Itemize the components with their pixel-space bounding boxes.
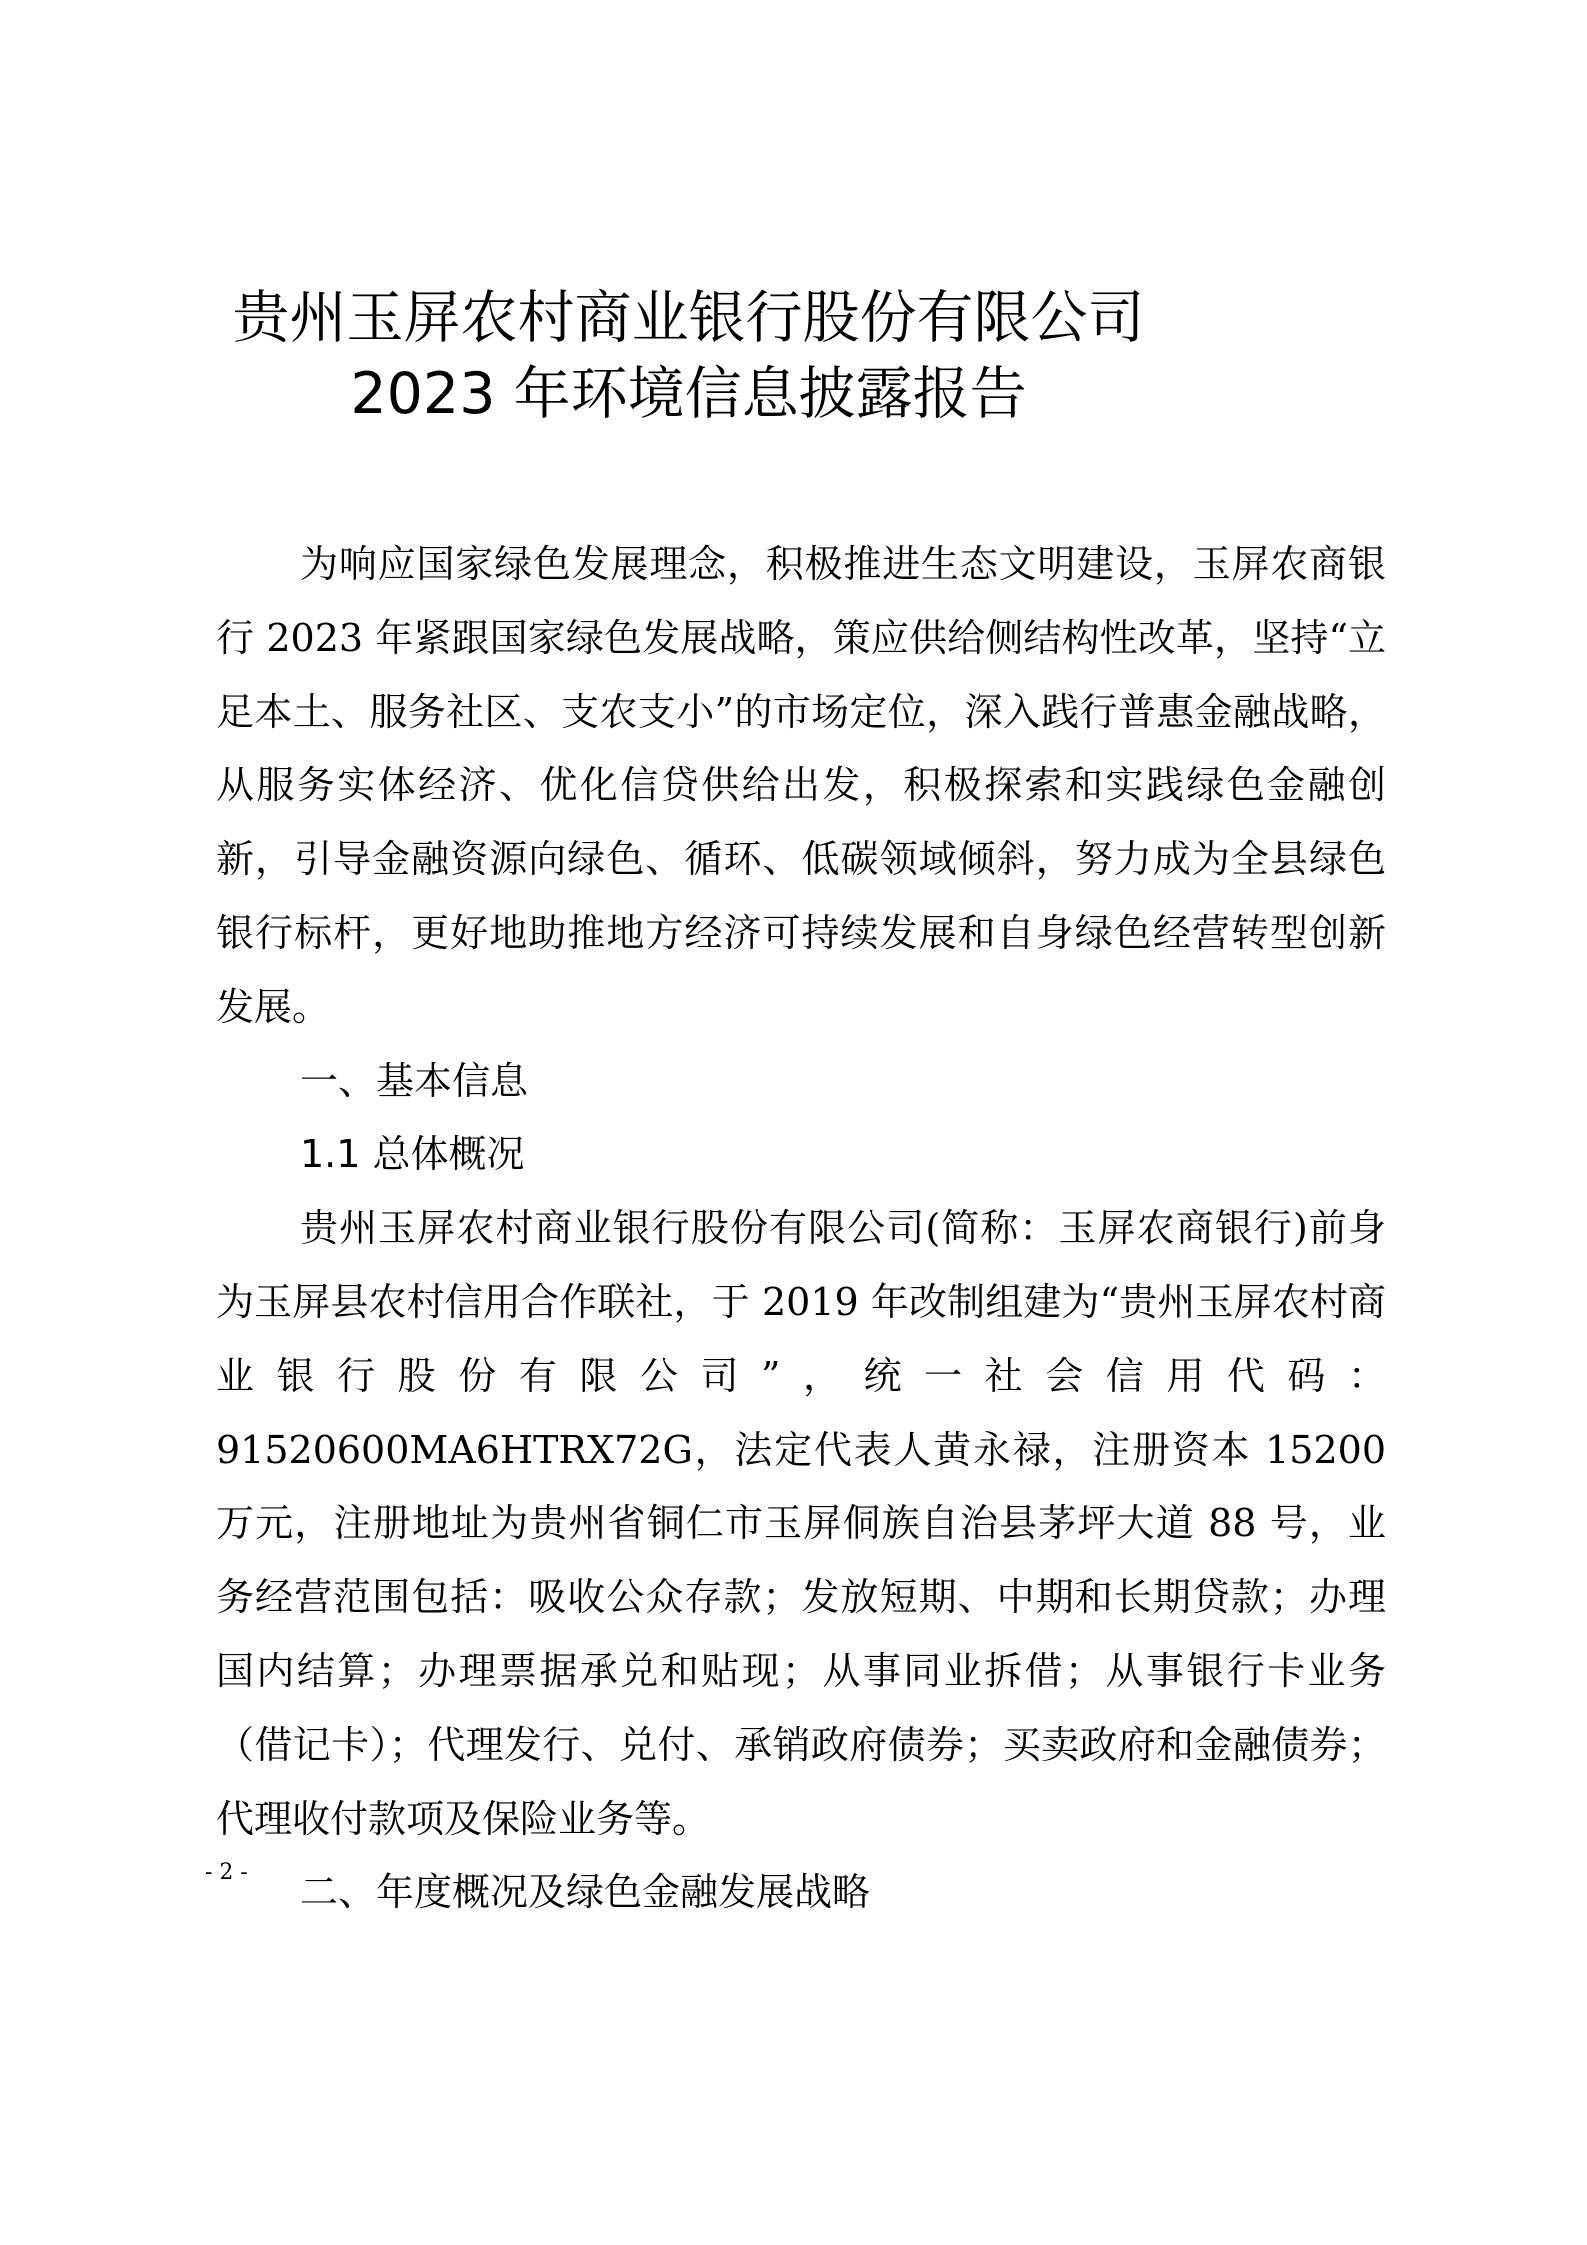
report-title-line2: 2023 年环境信息披露报告: [350, 361, 1027, 427]
intro-paragraph: 为响应国家绿色发展理念，积极推进生态文明建设，玉屏农商银行 2023 年紧跟国家绿色发展战略，策应供给侧结构性改革，坚持“立足本土、服务社区、支农支小”的市场定位，深入践行普惠金融战略，从服务实体经济、优化信贷供给出发，积极探索和实践绿色金融创新，引导金融资源向绿色、循环、低碳领域倾斜，努力成为全县绿色银行标杆，更好地助推地方经济可持续发展和自身绿色经营转型创新发展。: [216, 542, 1386, 1029]
section1-heading: 一、基本信息: [300, 1058, 529, 1103]
section1-1-paragraph: 贵州玉屏农村商业银行股份有限公司(简称：玉屏农商银行)前身为玉屏县农村信用合作联社，于 2019 年改制组建为“贵州玉屏农村商业银行股份有限公司”，统一社会信用代码：91520600MA6HTRX72G，法定代表人黄永禄，注册资本 15200 万元，注册地址为贵州省铜仁市玉屏侗族自治县茅坪大道 88 号，业务经营范围包括：吸收公众存款；发放短期、中期和长期贷款；办理国内结算；办理票据承兑和贴现；从事同业拆借；从事银行卡业务（借记卡）；代理发行、兑付、承销政府债券；买卖政府和金融债券；代理收付款项及保险业务等。: [216, 1206, 1386, 1841]
section1-1-heading: 1.1 总体概况: [300, 1132, 525, 1177]
page-number: - 2 -: [205, 1860, 248, 1885]
report-title-line1: 贵州玉屏农村商业银行股份有限公司: [232, 285, 1145, 351]
document-body: [216, 528, 1386, 1930]
section2-heading: 二、年度概况及绿色金融发展战略: [300, 1870, 871, 1915]
